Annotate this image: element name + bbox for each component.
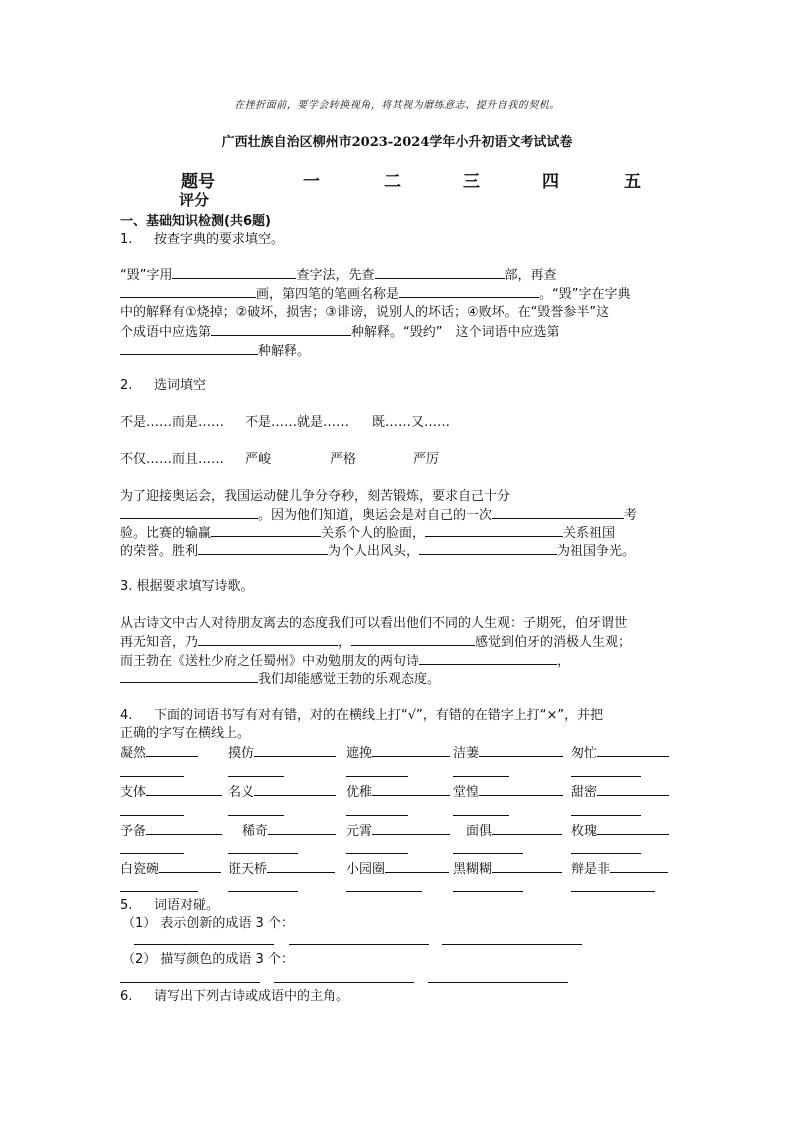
q3-line-4: 我们却能感觉王勃的乐观态度。 — [120, 669, 440, 689]
question-4-number: 4. — [120, 708, 133, 723]
option: 不是……而是…… — [120, 415, 225, 430]
option: 严厉 — [413, 452, 440, 467]
question-2-number: 2. — [120, 378, 133, 393]
word-item: 枚瑰 — [571, 821, 669, 841]
score-column: 二 — [384, 172, 401, 192]
answer-blank[interactable] — [146, 743, 198, 757]
q1-line-5: 种解释。 — [120, 341, 310, 361]
question-2-prompt: 选词填空 — [154, 378, 207, 393]
word-item: 白瓷碗 — [120, 859, 221, 879]
score-header-label: 题号 — [181, 172, 215, 192]
answer-blank[interactable] — [274, 982, 414, 983]
answer-blank[interactable] — [120, 982, 260, 983]
answer-blank[interactable] — [211, 523, 321, 537]
answer-blank[interactable] — [351, 632, 475, 646]
question-4-prompt: 下面的词语书写有对有错，对的在横线上打“√”，有错的在错字上打“×”，并把 — [154, 708, 604, 723]
word-item: 堂惶 — [453, 782, 563, 802]
q1-line-2: 画，第四笔的笔画名称是 。“毁”字在字典 — [120, 284, 631, 304]
answer-blank[interactable] — [120, 284, 256, 298]
q3-line-3: 而王勃在《送杜少府之任蜀州》中劝勉朋友的两句诗 ， — [120, 651, 570, 671]
answer-blank[interactable] — [134, 944, 274, 945]
question-1-number: 1. — [120, 232, 133, 247]
word-item: 摸仿 — [228, 743, 336, 763]
answer-blank[interactable] — [492, 505, 624, 519]
word-item: 名义 — [228, 782, 336, 802]
answer-blank[interactable] — [597, 782, 669, 796]
q3-line-2: 再无知音，乃 ， 感觉到伯牙的消极人生观； — [120, 632, 631, 652]
option: 严格 — [330, 452, 357, 467]
word-item: 凝然 — [120, 743, 198, 763]
word-item: 稀奇 — [242, 821, 336, 841]
question-6-prompt: 请写出下列古诗或成语中的主角。 — [154, 989, 350, 1004]
word-item: 优稚 — [346, 782, 450, 802]
word-item: 元霄 — [346, 821, 450, 841]
word-item: 洁萋 — [453, 743, 563, 763]
section-heading: 一、基础知识检测(共6题) — [120, 214, 271, 229]
page-title: 广西壮族自治区柳州市2023-2024学年小升初语文考试试卷 — [221, 135, 573, 150]
question-1-prompt: 按查字典的要求填空。 — [154, 232, 285, 247]
answer-blank[interactable] — [372, 821, 450, 835]
question-5-prompt: 词语对碰。 — [154, 898, 220, 913]
answer-blank[interactable] — [372, 782, 450, 796]
answer-blank[interactable] — [479, 782, 563, 796]
q1-line-4: 个成语中应选第 种解释。“毁约” 这个词语中应选第 — [120, 322, 560, 342]
q1-line-1: “毁”字用 查字法，先查 部，再查 — [120, 265, 557, 285]
score-column: 一 — [303, 172, 320, 192]
answer-blank[interactable] — [254, 782, 336, 796]
word-item: 予备 — [120, 821, 222, 841]
answer-blank[interactable] — [610, 859, 668, 873]
q5-sub-2: （2） 描写颜色的成语 3 个： — [122, 952, 294, 967]
answer-blank[interactable] — [385, 859, 449, 873]
answer-blank[interactable] — [146, 821, 222, 835]
answer-blank[interactable] — [172, 265, 296, 279]
word-item: 黑糊糊 — [453, 859, 562, 879]
option: 既……又…… — [372, 415, 451, 430]
word-item: 甜密 — [571, 782, 669, 802]
score-label: 评分 — [179, 191, 210, 209]
answer-blank[interactable] — [289, 944, 429, 945]
word-item: 匆忙 — [571, 743, 669, 763]
word-item: 诳天桥 — [228, 859, 335, 879]
q2-line-1: 为了迎接奥运会，我国运动健儿争分夺秒，刻苦锻炼，要求自己十分 — [120, 489, 511, 504]
answer-blank[interactable] — [419, 651, 557, 665]
answer-blank[interactable] — [120, 505, 258, 519]
score-column: 四 — [542, 172, 559, 192]
word-item: 小园圈 — [346, 859, 449, 879]
word-item: 遮挽 — [346, 743, 450, 763]
answer-blank[interactable] — [120, 669, 258, 683]
answer-blank[interactable] — [479, 743, 563, 757]
question-5-number: 5. — [120, 898, 133, 913]
answer-blank[interactable] — [159, 859, 221, 873]
answer-blank[interactable] — [198, 632, 338, 646]
answer-blank[interactable] — [425, 523, 563, 537]
answer-blank[interactable] — [120, 341, 258, 355]
option: 不是……就是…… — [245, 415, 350, 430]
answer-blank[interactable] — [597, 821, 669, 835]
answer-blank[interactable] — [267, 859, 335, 873]
answer-blank[interactable] — [211, 322, 351, 336]
word-item: 辩是非 — [571, 859, 668, 879]
answer-blank[interactable] — [254, 743, 336, 757]
answer-blank[interactable] — [375, 265, 505, 279]
option: 不仅……而且…… — [120, 452, 225, 467]
q1-line-3: 中的解释有①烧掉；②破坏，损害；③诽谤，说别人的坏话；④败坏。在“毁誉参半”这 — [120, 305, 610, 320]
answer-blank[interactable] — [198, 541, 328, 555]
answer-blank[interactable] — [399, 284, 539, 298]
question-6-number: 6. — [120, 989, 133, 1004]
q2-line-3: 验。比赛的输赢 关系个人的脸面， 关系祖国 — [120, 523, 615, 543]
answer-blank[interactable] — [268, 821, 336, 835]
answer-blank[interactable] — [428, 982, 568, 983]
answer-blank[interactable] — [146, 782, 222, 796]
score-column: 五 — [624, 172, 641, 192]
word-item: 面俱 — [466, 821, 562, 841]
q2-line-2: 。因为他们知道，奥运会是对自己的一次 考 — [120, 505, 637, 525]
question-3-prompt: 3. 根据要求填写诗歌。 — [120, 579, 254, 594]
option: 严峻 — [245, 452, 272, 467]
answer-blank[interactable] — [597, 743, 669, 757]
q5-sub-1: （1） 表示创新的成语 3 个： — [122, 916, 294, 931]
answer-blank[interactable] — [372, 743, 450, 757]
answer-blank[interactable] — [492, 821, 562, 835]
motto: 在挫折面前，要学会转换视角，将其视为磨练意志、提升自我的契机。 — [234, 100, 560, 111]
answer-blank[interactable] — [419, 541, 557, 555]
word-item: 支体 — [120, 782, 222, 802]
answer-blank[interactable] — [442, 944, 582, 945]
q2-line-4: 的荣誉。胜利 为个人出风头， 为祖国争光。 — [120, 541, 635, 561]
answer-blank[interactable] — [492, 859, 562, 873]
score-column: 三 — [463, 172, 480, 192]
q3-line-1: 从古诗文中古人对待朋友离去的态度我们可以看出他们不同的人生观：子期死，伯牙谓世 — [120, 616, 628, 631]
question-4-prompt-2: 正确的字写在横线上。 — [120, 726, 251, 741]
